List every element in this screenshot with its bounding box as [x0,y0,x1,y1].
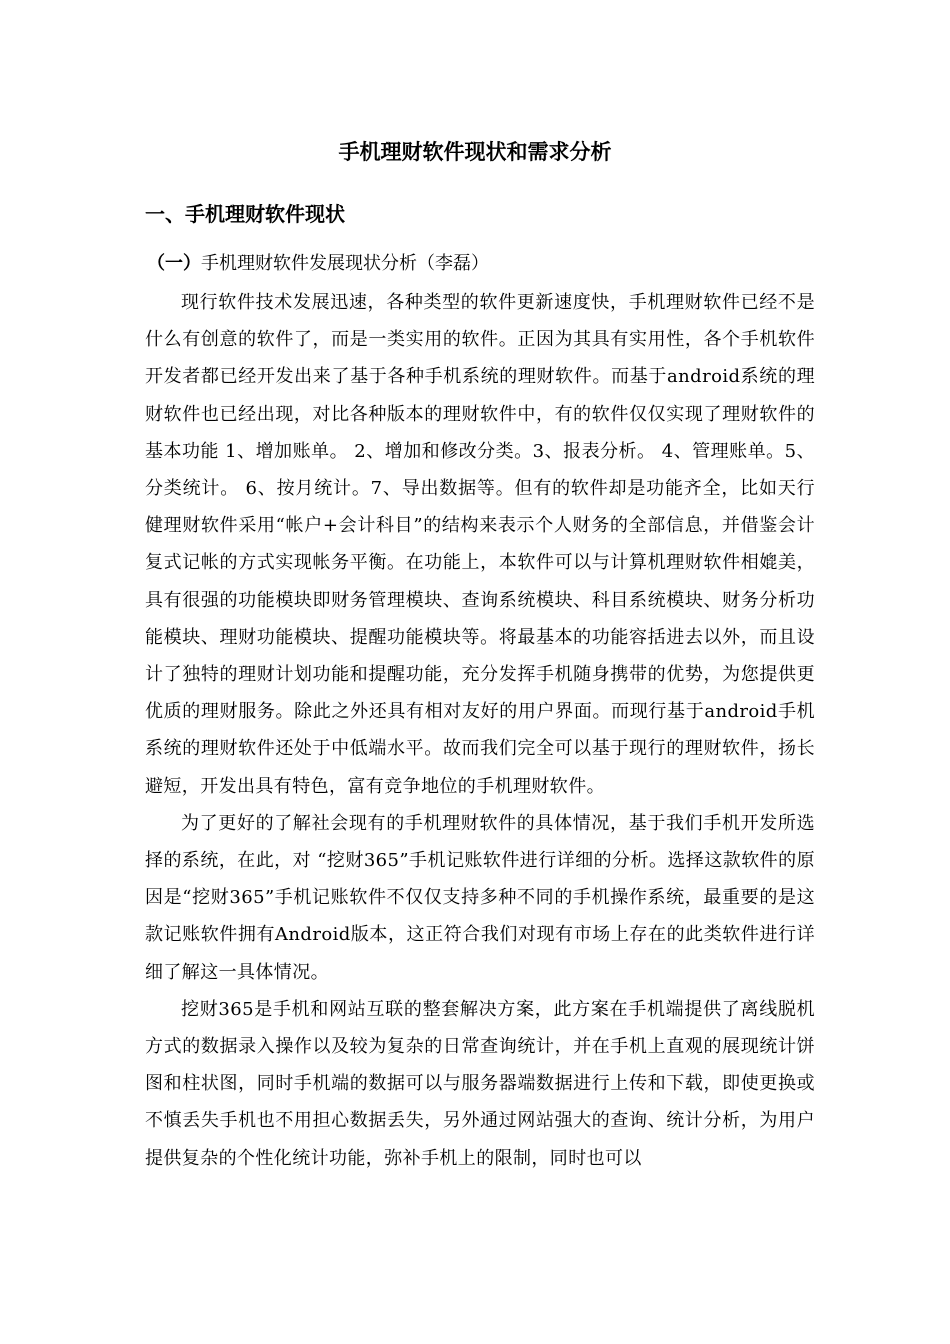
paragraph-1: 现行软件技术发展迅速，各种类型的软件更新速度快，手机理财软件已经不是什么有创意的软件了，而是一类实用的软件。正因为其具有实用性，各个手机软件开发者都已经开发出来了基于各种手机系统的理财软件。而基于android系统的理财软件也已经出现，对比各种版本的理财软件中，有的软件仅仅实现了理财软件的基本功能 1、增加账单。 2、增加和修改分类。3、报表分析。 4、管理账单。5、分类统计。 6、按月统计。7、导出数据等。但有的软件却是功能齐全，比如天行健理财软件采用“帐户+会计科目”的结构来表示个人财务的全部信息，并借鉴会计复式记帐的方式实现帐务平衡。在功能上，本软件可以与计算机理财软件相媲美，具有很强的功能模块即财务管理模块、查询系统模块、科目系统模块、财务分析功能模块、理财功能模块、提醒功能模块等。将最基本的功能容括进去以外，而且设计了独特的理财计划功能和提醒功能，充分发挥手机随身携带的优势，为您提供更优质的理财服务。除此之外还具有相对友好的用户界面。而现行基于android手机系统的理财软件还处于中低端水平。故而我们完全可以基于现行的理财软件，扬长避短，开发出具有特色，富有竞争地位的手机理财软件。 [145,292,815,797]
paragraph-2: 为了更好的了解社会现有的手机理财软件的具体情况，基于我们手机开发所选择的系统，在此，对 “挖财365”手机记账软件进行详细的分析。选择这款软件的原因是“挖财365”手机记账软件不仅仅支持多种不同的手机操作系统，最重要的是这款记账软件拥有Android版本，这正符合我们对现有市场上存在的此类软件进行详细了解这一具体情况。 [145,812,815,983]
paragraph-3: 挖财365是手机和网站互联的整套解决方案，此方案在手机端提供了离线脱机方式的数据录入操作以及较为复杂的日常查询统计，并在手机上直观的展现统计饼图和柱状图，同时手机端的数据可以与服务器端数据进行上传和下载，即使更换或不慎丢失手机也不用担心数据丢失，另外通过网站强大的查询、统计分析，为用户提供复杂的个性化统计功能，弥补手机上的限制，同时也可以 [145,998,815,1169]
sub-heading [147,249,489,279]
sub-heading-number: （一） [147,253,201,274]
sub-heading-text: 手机理财软件发展现状分析（李磊） [201,253,489,274]
section-heading: 一、手机理财软件现状 [145,202,345,226]
body-text [145,284,815,1177]
document-title: 手机理财软件现状和需求分析 [338,140,612,164]
